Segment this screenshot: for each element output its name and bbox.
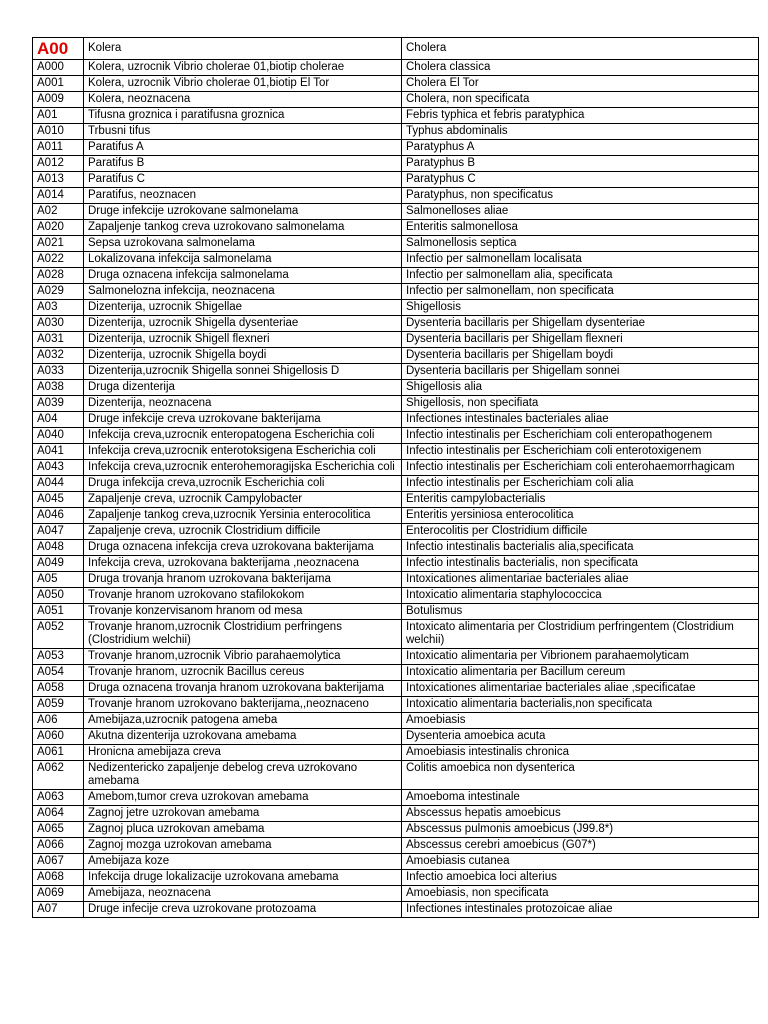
latin-name-cell: Febris typhica et febris paratyphica	[402, 108, 759, 124]
code-cell: A062	[33, 761, 84, 790]
local-name-cell: Dizenterija, uzrocnik Shigella dysenteriae	[84, 316, 402, 332]
local-name-cell: Druga infekcija creva,uzrocnik Escherichia coli	[84, 476, 402, 492]
local-name-cell: Dizenterija, uzrocnik Shigella boydi	[84, 348, 402, 364]
table-row	[33, 588, 759, 604]
table-row	[33, 854, 759, 870]
table-row	[33, 156, 759, 172]
code-cell: A047	[33, 524, 84, 540]
latin-name-cell: Cholera classica	[402, 60, 759, 76]
latin-name-cell: Dysenteria bacillaris per Shigellam boydi	[402, 348, 759, 364]
table-row	[33, 348, 759, 364]
latin-name-cell: Intoxicato alimentaria per Clostridium perfringentem (Clostridium welchii)	[402, 620, 759, 649]
local-name-cell: Kolera, uzrocnik Vibrio cholerae 01,biotip cholerae	[84, 60, 402, 76]
code-cell: A009	[33, 92, 84, 108]
latin-name-cell: Paratyphus B	[402, 156, 759, 172]
latin-name-cell: Paratyphus A	[402, 140, 759, 156]
table-row	[33, 745, 759, 761]
latin-name-cell: Amoebiasis intestinalis chronica	[402, 745, 759, 761]
code-cell: A044	[33, 476, 84, 492]
local-name-cell: Trovanje hranom, uzrocnik Bacillus cereus	[84, 665, 402, 681]
latin-name-cell: Dysenteria bacillaris per Shigellam dysenteriae	[402, 316, 759, 332]
local-name-cell: Druge infekcije creva uzrokovane bakterijama	[84, 412, 402, 428]
table-row	[33, 620, 759, 649]
code-cell: A029	[33, 284, 84, 300]
local-name-cell: Trbusni tifus	[84, 124, 402, 140]
latin-name-cell: Enteritis campylobacterialis	[402, 492, 759, 508]
local-name-cell: Paratifus B	[84, 156, 402, 172]
local-name-cell: Zagnoj pluca uzrokovan amebama	[84, 822, 402, 838]
table-row	[33, 172, 759, 188]
latin-name-cell: Paratyphus, non specificatus	[402, 188, 759, 204]
table-row	[33, 204, 759, 220]
code-cell: A011	[33, 140, 84, 156]
local-name-cell: Dizenterija, uzrocnik Shigellae	[84, 300, 402, 316]
latin-name-cell: Infectio intestinalis per Escherichiam coli enteropathogenem	[402, 428, 759, 444]
latin-name-cell: Shigellosis alia	[402, 380, 759, 396]
table-row	[33, 220, 759, 236]
local-name-cell: Druge infecije creva uzrokovane protozoama	[84, 902, 402, 918]
local-name-cell: Druga dizenterija	[84, 380, 402, 396]
code-cell: A013	[33, 172, 84, 188]
table-row	[33, 713, 759, 729]
table-row	[33, 649, 759, 665]
table-row	[33, 108, 759, 124]
table-row	[33, 316, 759, 332]
code-cell: A067	[33, 854, 84, 870]
latin-name-cell: Infectiones intestinales protozoicae aliae	[402, 902, 759, 918]
code-cell: A054	[33, 665, 84, 681]
code-cell: A065	[33, 822, 84, 838]
table-row	[33, 806, 759, 822]
table-row	[33, 140, 759, 156]
local-name-cell: Zagnoj mozga uzrokovan amebama	[84, 838, 402, 854]
table-row	[33, 524, 759, 540]
code-cell: A014	[33, 188, 84, 204]
latin-name-cell: Abscessus cerebri amoebicus (G07*)	[402, 838, 759, 854]
table-row	[33, 300, 759, 316]
local-name-cell: Infekcija creva, uzrokovana bakterijama ,neoznacena	[84, 556, 402, 572]
table-row	[33, 188, 759, 204]
table-row	[33, 572, 759, 588]
latin-name-cell: Infectio per salmonellam alia, specificata	[402, 268, 759, 284]
latin-name-cell: Amoeboma intestinale	[402, 790, 759, 806]
table-row	[33, 460, 759, 476]
latin-name-cell: Abscessus pulmonis amoebicus (J99.8*)	[402, 822, 759, 838]
code-cell: A010	[33, 124, 84, 140]
latin-name-cell: Infectio per salmonellam, non specificata	[402, 284, 759, 300]
latin-name-cell: Paratyphus C	[402, 172, 759, 188]
code-cell: A066	[33, 838, 84, 854]
code-cell: A022	[33, 252, 84, 268]
local-name-cell: Lokalizovana infekcija salmonelama	[84, 252, 402, 268]
table-row	[33, 76, 759, 92]
local-name-cell: Trovanje hranom,uzrocnik Vibrio parahaemolytica	[84, 649, 402, 665]
table-row	[33, 60, 759, 76]
local-name-cell: Salmonelozna infekcija, neoznacena	[84, 284, 402, 300]
latin-name-cell: Shigellosis	[402, 300, 759, 316]
icd-code-table	[32, 37, 759, 918]
local-name-cell: Amebom,tumor creva uzrokovan amebama	[84, 790, 402, 806]
table-row	[33, 412, 759, 428]
local-name-cell: Zagnoj jetre uzrokovan amebama	[84, 806, 402, 822]
latin-name-cell: Enterocolitis per Clostridium difficile	[402, 524, 759, 540]
local-name-cell: Kolera, uzrocnik Vibrio cholerae 01,biotip El Tor	[84, 76, 402, 92]
latin-name-cell: Amoebiasis, non specificata	[402, 886, 759, 902]
latin-name-cell: Intoxicatio alimentaria per Bacillum cereum	[402, 665, 759, 681]
local-name-cell: Infekcija creva,uzrocnik enterohemoragijska Escherichia coli	[84, 460, 402, 476]
table-row	[33, 886, 759, 902]
latin-name-cell: Intoxicatio alimentaria staphylococcica	[402, 588, 759, 604]
code-cell: A020	[33, 220, 84, 236]
code-cell: A07	[33, 902, 84, 918]
local-name-cell: Druga trovanja hranom uzrokovana bakterijama	[84, 572, 402, 588]
table-row	[33, 428, 759, 444]
code-cell: A04	[33, 412, 84, 428]
local-name-cell: Zapaljenje creva, uzrocnik Campylobacter	[84, 492, 402, 508]
local-name-cell: Trovanje konzervisanom hranom od mesa	[84, 604, 402, 620]
local-name-cell: Kolera, neoznacena	[84, 92, 402, 108]
table-row	[33, 902, 759, 918]
table-row	[33, 540, 759, 556]
table-row	[33, 252, 759, 268]
local-name-cell: Paratifus C	[84, 172, 402, 188]
latin-name-cell: Colitis amoebica non dysenterica	[402, 761, 759, 790]
code-cell: A000	[33, 60, 84, 76]
table-row	[33, 396, 759, 412]
code-cell: A064	[33, 806, 84, 822]
latin-name-cell: Infectio per salmonellam localisata	[402, 252, 759, 268]
local-name-cell: Zapaljenje tankog creva,uzrocnik Yersinia enterocolitica	[84, 508, 402, 524]
local-name-cell: Dizenterija, uzrocnik Shigell flexneri	[84, 332, 402, 348]
table-row	[33, 268, 759, 284]
local-name-cell: Amebijaza, neoznacena	[84, 886, 402, 902]
code-cell: A045	[33, 492, 84, 508]
header-row	[33, 38, 759, 60]
latin-name-cell: Intoxicatio alimentaria bacterialis,non specificata	[402, 697, 759, 713]
latin-name-cell: Infectio amoebica loci alterius	[402, 870, 759, 886]
latin-name-cell: Amoebiasis cutanea	[402, 854, 759, 870]
code-cell: A039	[33, 396, 84, 412]
latin-name-cell: Intoxicatio alimentaria per Vibrionem parahaemolyticam	[402, 649, 759, 665]
table-row	[33, 236, 759, 252]
table-row	[33, 761, 759, 790]
local-name-cell: Dizenterija,uzrocnik Shigella sonnei Shigellosis D	[84, 364, 402, 380]
code-cell: A058	[33, 681, 84, 697]
latin-name-cell: Infectiones intestinales bacteriales aliae	[402, 412, 759, 428]
code-cell: A031	[33, 332, 84, 348]
code-cell: A052	[33, 620, 84, 649]
latin-name-cell: Enteritis salmonellosa	[402, 220, 759, 236]
local-name-cell: Nedizentericko zapaljenje debelog creva uzrokovano amebama	[84, 761, 402, 790]
code-cell: A046	[33, 508, 84, 524]
table-row	[33, 92, 759, 108]
local-name-cell: Druga oznacena trovanja hranom uzrokovana bakterijama	[84, 681, 402, 697]
table-row	[33, 476, 759, 492]
local-name-cell: Trovanje hranom,uzrocnik Clostridium perfringens (Clostridium welchii)	[84, 620, 402, 649]
table-row	[33, 822, 759, 838]
table-row	[33, 508, 759, 524]
local-name-cell: Trovanje hranom uzrokovano stafilokokom	[84, 588, 402, 604]
local-name-cell: Zapaljenje creva, uzrocnik Clostridium difficile	[84, 524, 402, 540]
code-cell: A069	[33, 886, 84, 902]
local-name-cell: Infekcija druge lokalizacije uzrokovana amebama	[84, 870, 402, 886]
latin-name-cell: Cholera El Tor	[402, 76, 759, 92]
table-row	[33, 870, 759, 886]
latin-name-cell: Intoxicationes alimentariae bacteriales aliae ,specificatae	[402, 681, 759, 697]
latin-name-cell: Intoxicationes alimentariae bacteriales aliae	[402, 572, 759, 588]
table-row	[33, 681, 759, 697]
code-cell: A012	[33, 156, 84, 172]
latin-name-cell: Salmonellosis septica	[402, 236, 759, 252]
code-cell: A01	[33, 108, 84, 124]
local-name-cell: Amebijaza koze	[84, 854, 402, 870]
latin-name-cell: Infectio intestinalis per Escherichiam coli alia	[402, 476, 759, 492]
code-cell: A02	[33, 204, 84, 220]
code-cell: A041	[33, 444, 84, 460]
table-row	[33, 332, 759, 348]
code-cell: A050	[33, 588, 84, 604]
code-cell: A043	[33, 460, 84, 476]
table-row	[33, 665, 759, 681]
code-cell: A038	[33, 380, 84, 396]
latin-name-cell: Infectio intestinalis per Escherichiam coli enterotoxigenem	[402, 444, 759, 460]
code-cell: A033	[33, 364, 84, 380]
local-name-cell: Paratifus, neoznacen	[84, 188, 402, 204]
local-name-cell: Amebijaza,uzrocnik patogena ameba	[84, 713, 402, 729]
latin-name-cell: Infectio intestinalis bacterialis, non specificata	[402, 556, 759, 572]
local-name-cell: Sepsa uzrokovana salmonelama	[84, 236, 402, 252]
code-cell: A048	[33, 540, 84, 556]
table-row	[33, 124, 759, 140]
table-row	[33, 444, 759, 460]
code-cell: A059	[33, 697, 84, 713]
latin-name-cell: Infectio intestinalis per Escherichiam coli enterohaemorrhagicam	[402, 460, 759, 476]
table-row	[33, 697, 759, 713]
latin-name-cell: Salmonelloses aliae	[402, 204, 759, 220]
local-name-cell: Druga oznacena infekcija salmonelama	[84, 268, 402, 284]
table-body	[33, 38, 759, 918]
code-cell: A049	[33, 556, 84, 572]
code-cell: A040	[33, 428, 84, 444]
latin-name-cell: Infectio intestinalis bacterialis alia,specificata	[402, 540, 759, 556]
table-row	[33, 284, 759, 300]
local-name-cell: Paratifus A	[84, 140, 402, 156]
local-name-cell: Infekcija creva,uzrocnik enterotoksigena Escherichia coli	[84, 444, 402, 460]
table-row	[33, 556, 759, 572]
local-name-cell: Akutna dizenterija uzrokovana amebama	[84, 729, 402, 745]
local-name-cell: Trovanje hranom uzrokovano bakterijama,,neoznaceno	[84, 697, 402, 713]
latin-name-cell: Cholera, non specificata	[402, 92, 759, 108]
code-cell: A061	[33, 745, 84, 761]
code-cell: A060	[33, 729, 84, 745]
latin-name-cell: Shigellosis, non specifiata	[402, 396, 759, 412]
latin-name-cell: Abscessus hepatis amoebicus	[402, 806, 759, 822]
local-name-cell: Dizenterija, neoznacena	[84, 396, 402, 412]
header-local-name: Kolera	[84, 38, 402, 60]
local-name-cell: Tifusna groznica i paratifusna groznica	[84, 108, 402, 124]
code-cell: A032	[33, 348, 84, 364]
local-name-cell: Zapaljenje tankog creva uzrokovano salmonelama	[84, 220, 402, 236]
local-name-cell: Hronicna amebijaza creva	[84, 745, 402, 761]
local-name-cell: Druga oznacena infekcija creva uzrokovana bakterijama	[84, 540, 402, 556]
table-row	[33, 364, 759, 380]
code-cell: A030	[33, 316, 84, 332]
table-row	[33, 492, 759, 508]
code-cell: A053	[33, 649, 84, 665]
latin-name-cell: Dysenteria bacillaris per Shigellam sonnei	[402, 364, 759, 380]
code-cell: A03	[33, 300, 84, 316]
latin-name-cell: Enteritis yersiniosa enterocolitica	[402, 508, 759, 524]
table-row	[33, 604, 759, 620]
local-name-cell: Druge infekcije uzrokovane salmonelama	[84, 204, 402, 220]
header-latin-name: Cholera	[402, 38, 759, 60]
code-cell: A063	[33, 790, 84, 806]
latin-name-cell: Amoebiasis	[402, 713, 759, 729]
table-row	[33, 838, 759, 854]
code-cell: A068	[33, 870, 84, 886]
table-row	[33, 729, 759, 745]
latin-name-cell: Botulismus	[402, 604, 759, 620]
header-code: A00	[33, 38, 84, 60]
code-cell: A06	[33, 713, 84, 729]
latin-name-cell: Dysenteria bacillaris per Shigellam flexneri	[402, 332, 759, 348]
latin-name-cell: Dysenteria amoebica acuta	[402, 729, 759, 745]
code-cell: A05	[33, 572, 84, 588]
table-row	[33, 790, 759, 806]
code-cell: A028	[33, 268, 84, 284]
code-cell: A021	[33, 236, 84, 252]
latin-name-cell: Typhus abdominalis	[402, 124, 759, 140]
code-cell: A001	[33, 76, 84, 92]
code-cell: A051	[33, 604, 84, 620]
table-row	[33, 380, 759, 396]
local-name-cell: Infekcija creva,uzrocnik enteropatogena Escherichia coli	[84, 428, 402, 444]
